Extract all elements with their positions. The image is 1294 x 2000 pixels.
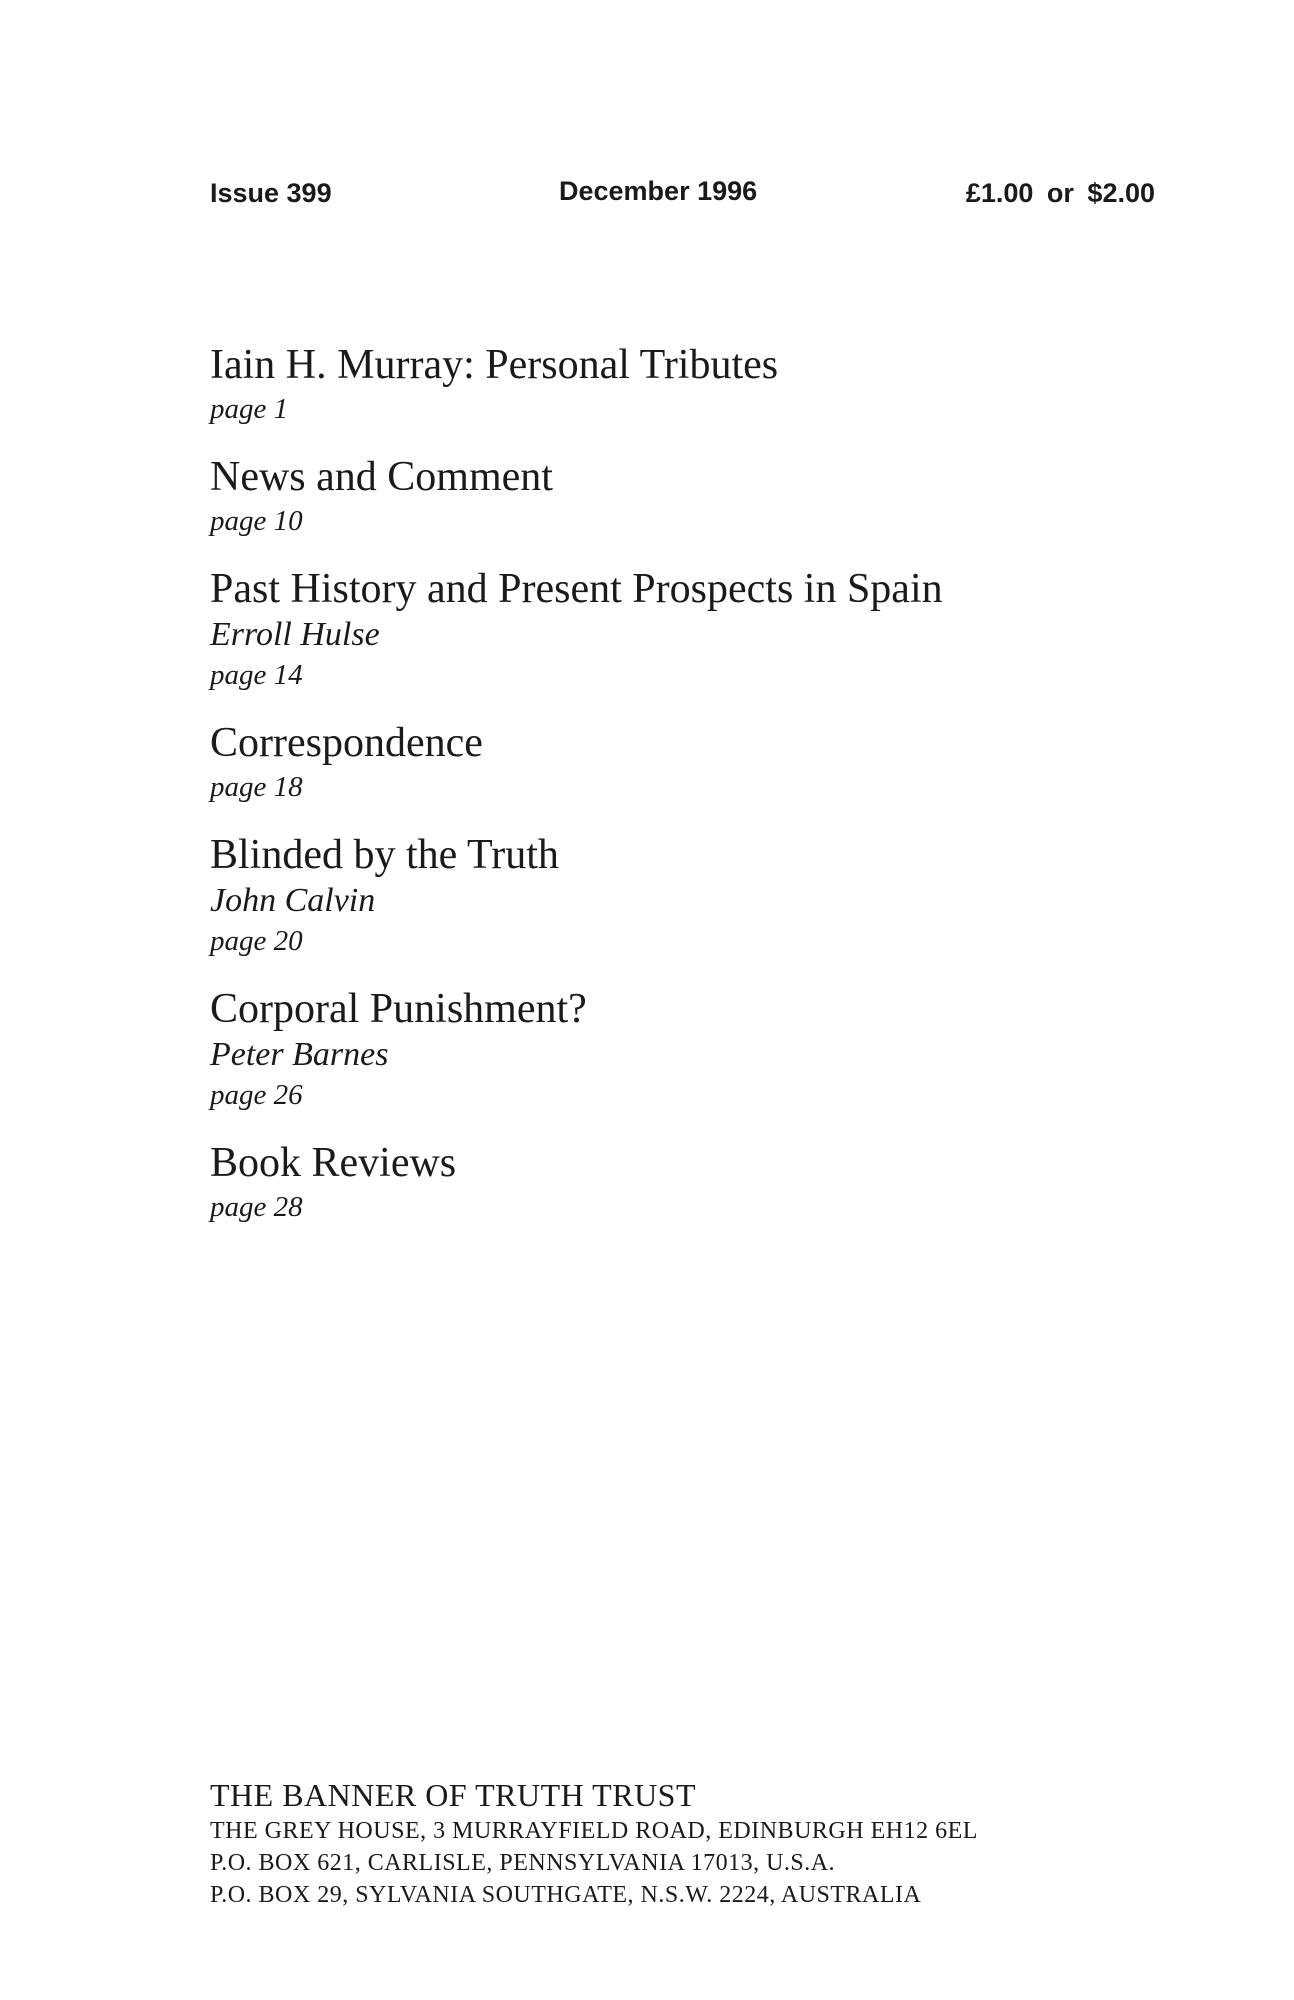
article-page: page 10 [210, 505, 303, 537]
article-title: Blinded by the Truth [210, 832, 559, 878]
toc-entry [210, 830, 1210, 960]
article-title: Corporal Punishment? [210, 986, 587, 1032]
article-page: page 1 [210, 393, 289, 425]
article-title: Past History and Present Prospects in Spain [210, 566, 943, 612]
publisher-address-australia: P.O. BOX 29, SYLVANIA SOUTHGATE, N.S.W. 2224, AUSTRALIA [210, 1882, 922, 1908]
article-page: page 28 [210, 1191, 303, 1223]
article-title: News and Comment [210, 454, 553, 500]
publisher-name: THE BANNER OF TRUTH TRUST [210, 1777, 697, 1813]
toc-entry [210, 564, 1210, 694]
issue-header [210, 176, 1155, 216]
issue-price: £1.00 or $2.00 [965, 178, 1155, 208]
table-of-contents [210, 340, 1210, 1250]
issue-number: Issue 399 [210, 178, 332, 208]
publisher-address-edinburgh: THE GREY HOUSE, 3 MURRAYFIELD ROAD, EDINBURGH EH12 6EL [210, 1818, 978, 1844]
article-author: Erroll Hulse [210, 616, 380, 653]
article-page: page 26 [210, 1079, 303, 1111]
issue-date: December 1996 [559, 176, 758, 206]
article-title: Book Reviews [210, 1140, 457, 1186]
article-page: page 14 [210, 659, 303, 691]
toc-entry [210, 452, 1210, 540]
toc-entry [210, 1138, 1210, 1226]
article-page: page 18 [210, 771, 303, 803]
publisher-block [210, 1775, 1210, 1911]
toc-entry [210, 718, 1210, 806]
toc-entry [210, 984, 1210, 1114]
article-title: Correspondence [210, 720, 483, 766]
publisher-address-carlisle: P.O. BOX 621, CARLISLE, PENNSYLVANIA 17013, U.S.A. [210, 1850, 836, 1876]
article-title: Iain H. Murray: Personal Tributes [210, 342, 779, 388]
article-author: Peter Barnes [210, 1036, 389, 1073]
article-page: page 20 [210, 925, 303, 957]
article-author: John Calvin [210, 882, 376, 919]
toc-entry [210, 340, 1210, 428]
